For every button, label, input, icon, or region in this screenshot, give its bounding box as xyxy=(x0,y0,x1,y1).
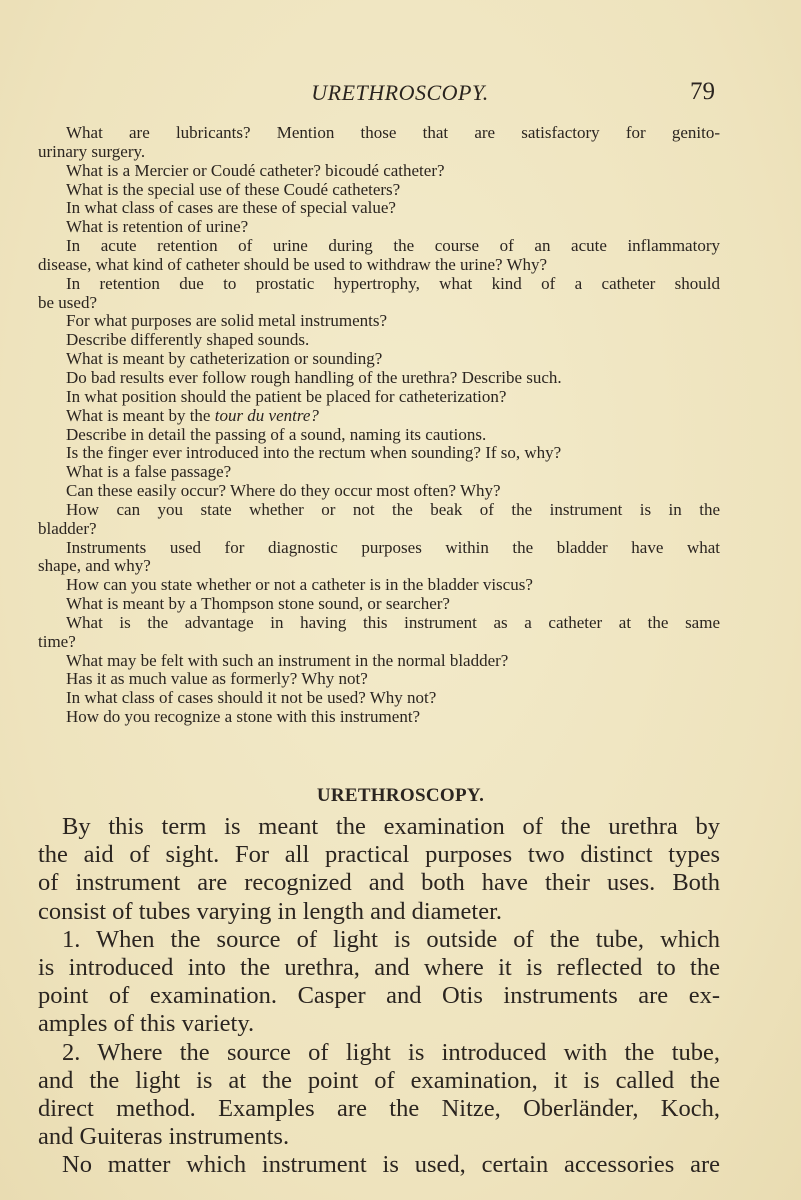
line-text: In acute retention of urine during the course of an acute inflammatory xyxy=(66,237,720,256)
question-paragraph xyxy=(38,312,720,331)
question-paragraph xyxy=(38,162,720,181)
text-line xyxy=(38,388,720,407)
text-line xyxy=(38,898,720,926)
text-line xyxy=(38,1123,720,1151)
question-paragraph xyxy=(38,407,720,426)
line-text: urinary surgery. xyxy=(38,142,146,161)
text-line xyxy=(38,1067,720,1095)
text-line xyxy=(38,926,720,954)
text-line xyxy=(38,633,720,652)
line-text: Instruments used for diagnostic purposes within the bladder have what xyxy=(66,538,720,557)
line-text: In what class of cases should it not be used? Why not? xyxy=(66,689,437,708)
body-paragraph xyxy=(38,926,720,1039)
line-text: What is meant by the xyxy=(66,406,215,425)
question-paragraph xyxy=(38,482,720,501)
line-text: What is meant by a Thompson stone sound, or searcher? xyxy=(66,595,450,614)
line-text: bladder? xyxy=(38,519,97,538)
page-number: 79 xyxy=(690,78,715,105)
question-paragraph xyxy=(38,670,720,689)
text-line xyxy=(38,1095,720,1123)
text-line xyxy=(38,124,720,143)
text-line xyxy=(38,841,720,869)
text-line xyxy=(38,652,720,671)
line-text: be used? xyxy=(38,293,98,312)
line-text: consist of tubes varying in length and diameter. xyxy=(38,897,503,925)
text-line xyxy=(38,982,720,1010)
question-paragraph xyxy=(38,181,720,200)
body-paragraph xyxy=(38,1151,720,1179)
line-text: What is retention of urine? xyxy=(66,218,249,237)
line-text: time? xyxy=(38,632,76,651)
question-paragraph xyxy=(38,275,720,313)
line-text: How do you recognize a stone with this instrument? xyxy=(66,708,421,727)
body-paragraph xyxy=(38,1039,720,1152)
text-line xyxy=(38,1151,720,1179)
line-text: disease, what kind of catheter should be used to withdraw the urine? Why? xyxy=(38,255,548,274)
line-text: and the light is at the point of examination, it is called the xyxy=(38,1066,720,1094)
line-text: In what class of cases are these of special value? xyxy=(66,199,396,218)
text-line xyxy=(38,444,720,463)
line-text: What is meant by catheterization or sounding? xyxy=(66,350,383,369)
question-paragraph xyxy=(38,426,720,445)
question-paragraph xyxy=(38,708,720,727)
text-line xyxy=(38,869,720,897)
line-text: 2. Where the source of light is introduced with the tube, xyxy=(62,1038,720,1066)
line-text: Can these easily occur? Where do they occur most often? Why? xyxy=(66,482,501,501)
line-text: No matter which instrument is used, certain accessories are xyxy=(62,1151,720,1179)
question-paragraph xyxy=(38,652,720,671)
line-text: is introduced into the urethra, and where it is reflected to the xyxy=(38,953,720,981)
text-line xyxy=(38,539,720,558)
line-text: What is the special use of these Coudé catheters? xyxy=(66,180,401,199)
line-text: the aid of sight. For all practical purposes two distinct types xyxy=(38,841,720,869)
line-text: How can you state whether or not a catheter is in the bladder viscus? xyxy=(66,576,533,595)
text-line xyxy=(38,520,720,539)
question-paragraph xyxy=(38,388,720,407)
text-line xyxy=(38,294,720,313)
italic-phrase: tour du ventre? xyxy=(214,406,319,425)
text-line xyxy=(38,275,720,294)
text-line xyxy=(38,407,720,426)
question-paragraph xyxy=(38,463,720,482)
text-line xyxy=(38,312,720,331)
question-paragraph xyxy=(38,576,720,595)
text-line xyxy=(38,1010,720,1038)
line-text: 1. When the source of light is outside of the tube, which xyxy=(62,925,720,953)
line-text: How can you state whether or not the beak of the instrument is in the xyxy=(66,500,720,519)
question-paragraph xyxy=(38,444,720,463)
question-paragraph xyxy=(38,331,720,350)
text-line xyxy=(38,369,720,388)
question-paragraph xyxy=(38,614,720,652)
text-line xyxy=(38,426,720,445)
text-line xyxy=(38,181,720,200)
section-heading: URETHROSCOPY. xyxy=(316,785,485,806)
line-text: What is a false passage? xyxy=(66,463,232,482)
text-line xyxy=(38,689,720,708)
question-paragraph xyxy=(38,237,720,275)
text-line xyxy=(38,576,720,595)
line-text: What are lubricants? Mention those that are satisfactory for genito- xyxy=(66,124,720,142)
line-text: and Guiteras instruments. xyxy=(38,1123,290,1151)
text-line xyxy=(38,199,720,218)
line-text: direct method. Examples are the Nitze, Oberländer, Koch, xyxy=(38,1094,720,1122)
line-text: of instrument are recognized and both have their uses. Both xyxy=(38,869,720,897)
question-paragraph xyxy=(38,595,720,614)
text-line xyxy=(38,350,720,369)
text-line xyxy=(38,501,720,520)
line-text: Has it as much value as formerly? Why not? xyxy=(66,670,368,689)
text-line xyxy=(38,813,720,841)
question-paragraph xyxy=(38,124,720,162)
question-paragraph xyxy=(38,369,720,388)
text-line xyxy=(38,670,720,689)
question-paragraph xyxy=(38,199,720,218)
body-text xyxy=(38,813,720,1179)
line-text: In retention due to prostatic hypertrophy, what kind of a catheter should xyxy=(66,274,720,293)
text-line xyxy=(38,557,720,576)
question-paragraph xyxy=(38,501,720,539)
question-paragraph xyxy=(38,689,720,708)
line-text: point of examination. Casper and Otis instruments are ex- xyxy=(38,982,720,1010)
text-line xyxy=(38,218,720,237)
line-text: What is the advantage in having this instrument as a catheter at the same xyxy=(66,613,720,632)
line-text: Describe in detail the passing of a sound, naming its cautions. xyxy=(66,425,487,444)
question-paragraph xyxy=(38,539,720,577)
text-line xyxy=(38,237,720,256)
text-line xyxy=(38,256,720,275)
body-paragraph xyxy=(38,813,720,926)
line-text: Describe differently shaped sounds. xyxy=(66,331,310,350)
text-line xyxy=(38,463,720,482)
running-head xyxy=(0,80,801,110)
text-line xyxy=(38,708,720,727)
text-line xyxy=(38,954,720,982)
text-line xyxy=(38,162,720,181)
line-text: amples of this variety. xyxy=(38,1010,255,1038)
text-line xyxy=(38,595,720,614)
question-paragraph xyxy=(38,350,720,369)
question-paragraph xyxy=(38,218,720,237)
text-line xyxy=(38,331,720,350)
line-text: By this term is meant the examination of the urethra by xyxy=(62,813,720,840)
line-text: shape, and why? xyxy=(38,557,151,576)
line-text: Is the finger ever introduced into the rectum when sounding? If so, why? xyxy=(66,444,562,463)
review-questions xyxy=(38,124,720,727)
line-text: For what purposes are solid metal instruments? xyxy=(66,312,388,331)
line-text: In what position should the patient be placed for catheterization? xyxy=(66,387,507,406)
line-text: Do bad results ever follow rough handling of the urethra? Describe such. xyxy=(66,368,562,387)
text-line xyxy=(38,482,720,501)
running-head-title: URETHROSCOPY. xyxy=(311,80,489,105)
text-line xyxy=(38,614,720,633)
line-text: What is a Mercier or Coudé catheter? bicoudé catheter? xyxy=(66,161,445,180)
text-line xyxy=(38,143,720,162)
line-text: What may be felt with such an instrument in the normal bladder? xyxy=(66,651,509,670)
text-line xyxy=(38,1039,720,1067)
